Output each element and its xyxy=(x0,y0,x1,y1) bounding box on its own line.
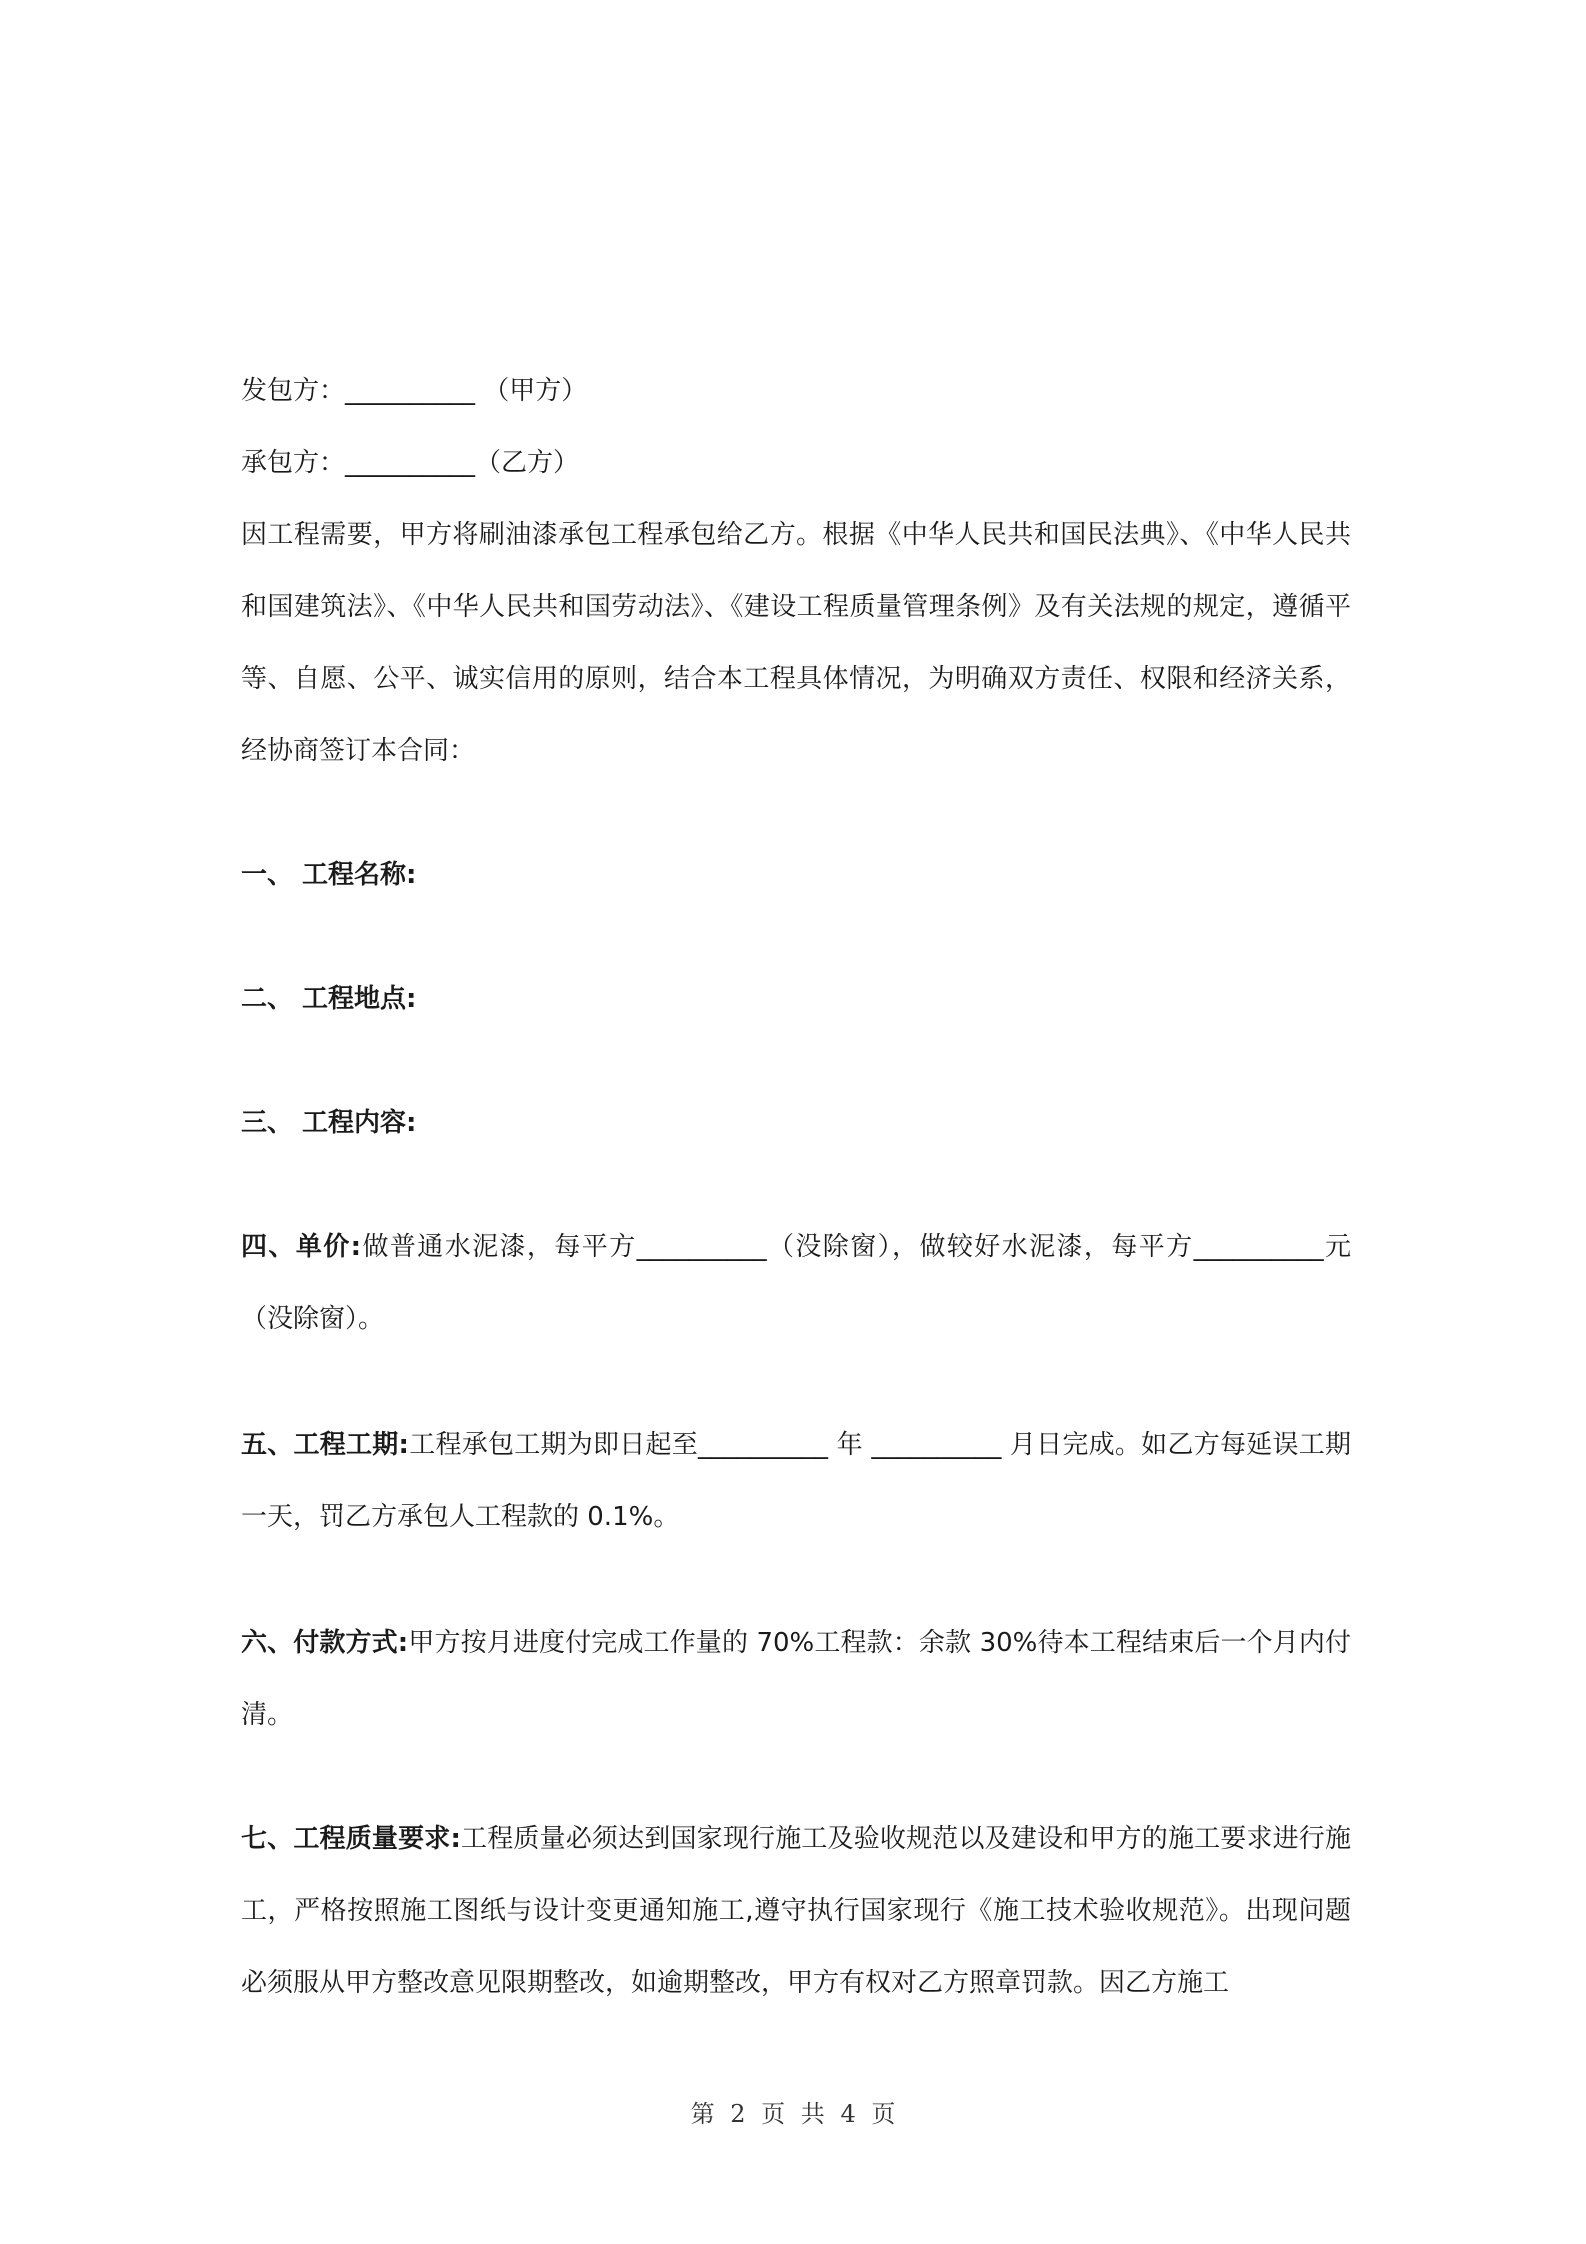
section-5-text: 工程承包工期为即日起至__________ 年 __________ 月日完成。如乙方每延误工期一天，罚乙方承包人工程款的 0.1%。 xyxy=(241,1430,1351,1532)
section-5 xyxy=(241,1409,1351,1553)
intro-paragraph: 因工程需要，甲方将刷油漆承包工程承包给乙方。根据《中华人民共和国民法典》、《中华人民共和国建筑法》、《中华人民共和国劳动法》、《建设工程质量管理条例》及有关法规的规定，遵循平等、自愿、公平、诚实信用的原则，结合本工程具体情况，为明确双方责任、权限和经济关系，经协商签订本合同： xyxy=(241,520,1351,766)
section-4 xyxy=(241,1211,1351,1355)
section-5-heading: 五、工程工期: xyxy=(241,1430,409,1460)
section-1-heading: 一、 工程名称: xyxy=(241,860,417,890)
section-3 xyxy=(241,1087,1351,1159)
section-7-text: 工程质量必须达到国家现行施工及验收规范以及建设和甲方的施工要求进行施工，严格按照施工图纸与设计变更通知施工,遵守执行国家现行《施工技术验收规范》。出现问题必须服从甲方整改意见限期整改，如逾期整改，甲方有权对乙方照章罚款。因乙方施工 xyxy=(241,1824,1351,1998)
section-6 xyxy=(241,1607,1351,1751)
party-b-line: 承包方：__________（乙方） xyxy=(241,448,580,478)
section-6-heading: 六、付款方式: xyxy=(241,1628,409,1658)
document-body xyxy=(241,355,1351,2019)
party-a-line: 发包方：__________ （甲方） xyxy=(241,376,588,406)
section-2-heading: 二、 工程地点: xyxy=(241,984,417,1014)
section-4-text: 做普通水泥漆，每平方__________（没除窗），做较好水泥漆，每平方__________元（没除窗）。 xyxy=(241,1232,1351,1334)
section-7 xyxy=(241,1803,1351,2019)
section-1 xyxy=(241,839,1351,911)
section-3-heading: 三、 工程内容: xyxy=(241,1108,417,1138)
section-6-text: 甲方按月进度付完成工作量的 70%工程款：余款 30%待本工程结束后一个月内付清。 xyxy=(241,1628,1351,1730)
section-4-heading: 四、单价: xyxy=(241,1232,362,1262)
section-2 xyxy=(241,963,1351,1035)
section-7-heading: 七、工程质量要求: xyxy=(241,1824,461,1854)
page-number: 第 2 页 共 4 页 xyxy=(690,2100,896,2128)
